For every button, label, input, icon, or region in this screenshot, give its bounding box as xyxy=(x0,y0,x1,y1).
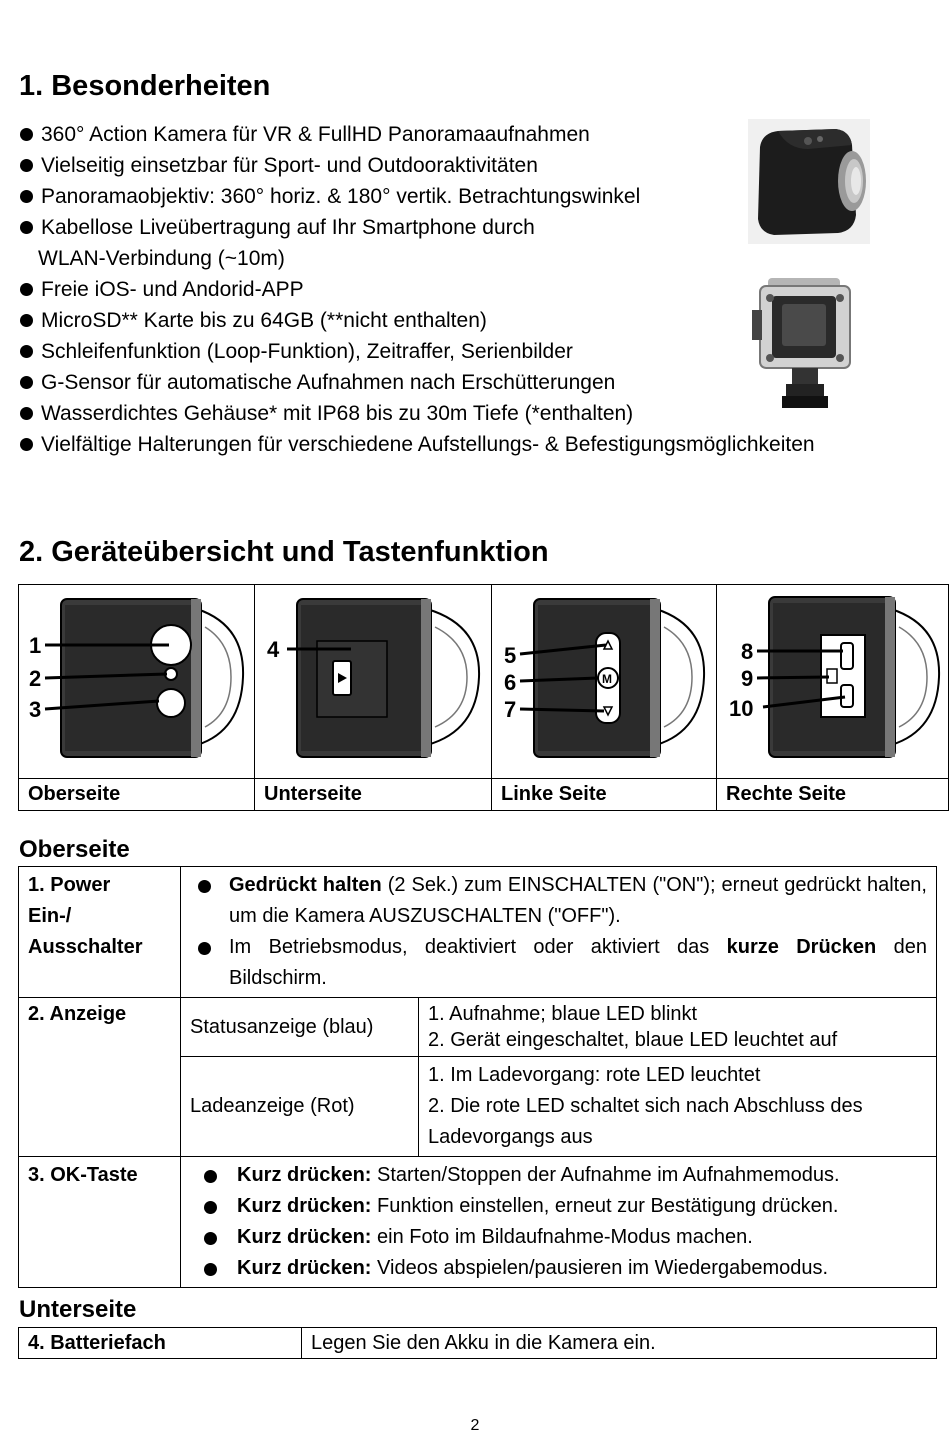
bullet-icon xyxy=(20,283,33,296)
ok-key: 3. OK-Taste xyxy=(19,1157,181,1288)
bullet-icon xyxy=(204,1263,217,1276)
device-views-table xyxy=(18,584,949,811)
power-row xyxy=(19,867,937,998)
feature-item: MicroSD** Karte bis zu 64GB (**nicht enthalten) xyxy=(19,305,919,336)
feature-item: Panoramaobjektiv: 360° horiz. & 180° vertik. Betrachtungswinkel xyxy=(19,181,919,212)
feature-item: Freie iOS- und Andorid-APP xyxy=(19,274,919,305)
section-1-title: 1. Besonderheiten xyxy=(19,70,271,102)
callout-2: 2 xyxy=(29,666,42,691)
ok-bullet: Kurz drücken: Videos abspielen/pausieren im Wiedergabemodus. xyxy=(190,1253,927,1284)
ok-row xyxy=(19,1157,937,1288)
anzeige-key: 2. Anzeige xyxy=(19,998,181,1157)
power-value xyxy=(181,867,937,998)
unterseite-table xyxy=(18,1327,937,1359)
battery-row xyxy=(19,1328,937,1359)
bullet-icon xyxy=(20,221,33,234)
view-bottom-image xyxy=(255,585,492,779)
view-label-left: Linke Seite xyxy=(492,779,717,811)
bullet-icon xyxy=(20,376,33,389)
status-row xyxy=(19,998,937,1057)
feature-item: Vielfältige Halterungen für verschiedene Aufstellungs- & Befestigungsmöglichkeiten xyxy=(19,429,919,460)
bullet-icon xyxy=(20,128,33,141)
battery-value: Legen Sie den Akku in die Kamera ein. xyxy=(302,1328,937,1359)
bullet-icon xyxy=(198,880,211,893)
callout-1: 1 xyxy=(29,633,42,658)
feature-item-continuation: WLAN-Verbindung (~10m) xyxy=(38,247,285,270)
ok-value xyxy=(181,1157,937,1288)
feature-item: Wasserdichtes Gehäuse* mit IP68 bis zu 30m Tiefe (*enthalten) xyxy=(19,398,919,429)
bullet-icon xyxy=(20,345,33,358)
view-left-image xyxy=(492,585,717,779)
power-key: 1. Power Ein-/ Ausschalter xyxy=(19,867,181,998)
bullet-icon xyxy=(198,942,211,955)
view-label-top: Oberseite xyxy=(19,779,255,811)
svg-text:M: M xyxy=(602,672,612,686)
camera-right-diagram xyxy=(717,585,948,772)
bullet-icon xyxy=(20,407,33,420)
camera-photo xyxy=(748,119,870,244)
oberseite-heading: Oberseite xyxy=(19,836,130,863)
bullet-icon xyxy=(204,1232,217,1245)
callout-9: 9 xyxy=(741,666,754,691)
section-2-title: 2. Geräteübersicht und Tastenfunktion xyxy=(19,536,549,568)
callout-3: 3 xyxy=(29,697,42,722)
bullet-icon xyxy=(20,314,33,327)
ok-bullet: Kurz drücken: ein Foto im Bildaufnahme-Modus machen. xyxy=(190,1222,927,1253)
bullet-icon xyxy=(204,1170,217,1183)
callout-10: 10 xyxy=(729,696,754,721)
callout-4: 4 xyxy=(267,637,280,662)
power-bullet-2: Im Betriebsmodus, deaktiviert oder aktiviert das kurze Drücken den Bildschirm. xyxy=(190,932,927,994)
oberseite-table xyxy=(18,866,937,1288)
status-value: 1. Aufnahme; blaue LED blinkt 2. Gerät eingeschaltet, blaue LED leuchtet auf xyxy=(419,998,937,1057)
bullet-icon xyxy=(204,1201,217,1214)
battery-key: 4. Batteriefach xyxy=(19,1328,302,1359)
feature-item: 360° Action Kamera für VR & FullHD Panoramaaufnahmen xyxy=(19,119,919,150)
callout-5: 5 xyxy=(504,643,517,668)
feature-item: Vielseitig einsetzbar für Sport- und Outdooraktivitäten xyxy=(19,150,919,181)
feature-item: Kabellose Liveübertragung auf Ihr Smartphone durch xyxy=(19,212,919,243)
view-right-image xyxy=(717,585,949,779)
callout-7: 7 xyxy=(504,697,517,722)
ok-bullet: Kurz drücken: Funktion einstellen, erneut zur Bestätigung drücken. xyxy=(190,1191,927,1222)
status-label: Statusanzeige (blau) xyxy=(181,998,419,1057)
bullet-icon xyxy=(20,438,33,451)
ok-bullet: Kurz drücken: Starten/Stoppen der Aufnahme im Aufnahmemodus. xyxy=(190,1160,927,1191)
lade-value: 1. Im Ladevorgang: rote LED leuchtet 2. Die rote LED schaltet sich nach Abschluss des Ladevorgangs aus xyxy=(419,1057,937,1157)
callout-8: 8 xyxy=(741,639,754,664)
bullet-icon xyxy=(20,159,33,172)
camera-top-diagram xyxy=(19,585,254,772)
feature-item: Schleifenfunktion (Loop-Funktion), Zeitraffer, Serienbilder xyxy=(19,336,919,367)
view-top-image xyxy=(19,585,255,779)
lade-label: Ladeanzeige (Rot) xyxy=(181,1057,419,1157)
power-bullet-1: Gedrückt halten (2 Sek.) zum EINSCHALTEN ("ON"); erneut gedrückt halten, um die Kamera AUSZUSCHALTEN ("OFF"). xyxy=(190,870,927,932)
camera-bottom-diagram xyxy=(255,585,491,772)
view-label-bottom: Unterseite xyxy=(255,779,492,811)
bullet-icon xyxy=(20,190,33,203)
unterseite-heading: Unterseite xyxy=(19,1296,137,1323)
view-label-right: Rechte Seite xyxy=(717,779,949,811)
page-number: 2 xyxy=(470,1417,480,1433)
camera-left-diagram xyxy=(492,585,716,772)
callout-6: 6 xyxy=(504,670,517,695)
feature-item: G-Sensor für automatische Aufnahmen nach Erschütterungen xyxy=(19,367,919,398)
waterproof-housing-photo xyxy=(752,270,858,415)
